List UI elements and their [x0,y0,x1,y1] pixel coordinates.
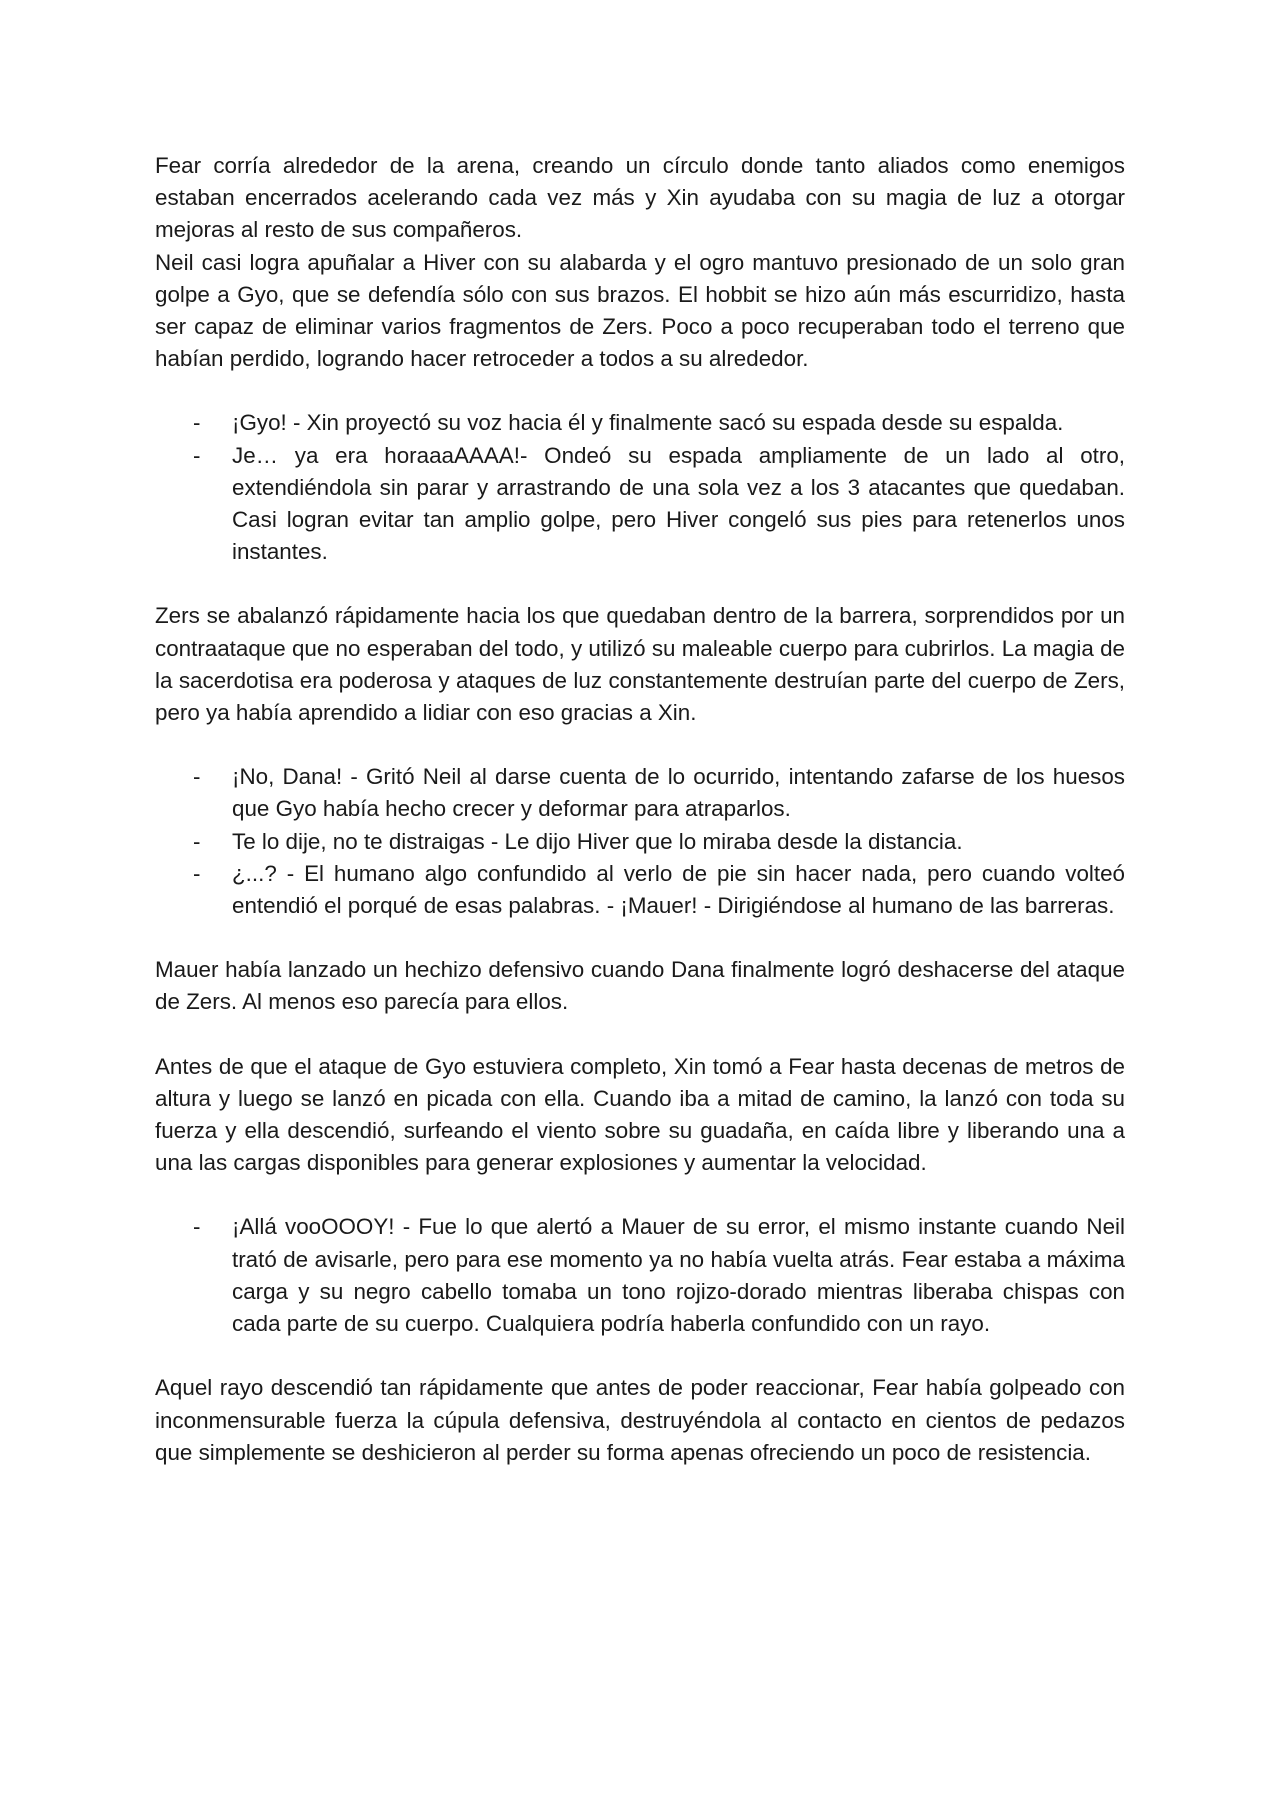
dash-marker: - [193,860,201,886]
dialogue-list-1 [155,407,1125,568]
dialogue-text: ¡Gyo! - Xin proyectó su voz hacia él y finalmente sacó su espada desde su espalda. [232,410,1064,436]
dialogue-list-2 [155,761,1125,922]
paragraph-spacer [155,1179,1125,1211]
paragraph-spacer [155,1019,1125,1051]
dialogue-text: ¡Allá vooOOOY! - Fue lo que alertó a Mauer de su error, el mismo instante cuando Neil trató de avisarle, pero para ese momento ya no había vuelta atrás. Fear estaba a máxima carga y su negro cabello tomaba un tono rojizo-dorado mientras liberaba chispas con cada parte de su cuerpo. Cualquiera podría haberla confundido con un rayo. [232,1214,1125,1337]
document-page [155,150,1125,1469]
dialogue-text: ¿...? - El humano algo confundido al verlo de pie sin hacer nada, pero cuando volteó entendió el porqué de esas palabras. - ¡Mauer! - Dirigiéndose al humano de las barreras. [232,860,1125,919]
dialogue-item [155,407,1125,439]
dash-marker: - [193,410,201,436]
dialogue-text: Te lo dije, no te distraigas - Le dijo Hiver que lo miraba desde la distancia. [232,828,963,854]
dialogue-item [155,1211,1125,1340]
dialogue-item [155,858,1125,922]
paragraph-spacer [155,1340,1125,1372]
paragraph-2: Zers se abalanzó rápidamente hacia los que quedaban dentro de la barrera, sorprendidos por un contraataque que no esperaban del todo, y utilizó su maleable cuerpo para cubrirlos. La magia de la sacerdotisa era poderosa y ataques de luz constantemente destruían parte del cuerpo de Zers, pero ya había aprendido a lidiar con eso gracias a Xin. [155,603,1125,726]
dialogue-text: Je… ya era horaaaAAAA!- Ondeó su espada ampliamente de un lado al otro, extendiéndola sin parar y arrastrando de una sola vez a los 3 atacantes que quedaban. Casi logran evitar tan amplio golpe, pero Hiver congeló sus pies para retenerlos unos instantes. [232,442,1125,565]
dialogue-list-3 [155,1211,1125,1340]
paragraph-4: Antes de que el ataque de Gyo estuviera completo, Xin tomó a Fear hasta decenas de metros de altura y luego se lanzó en picada con ella. Cuando iba a mitad de camino, la lanzó con toda su fuerza y ella descendió, surfeando el viento sobre su guadaña, en caída libre y liberando una a una las cargas disponibles para generar explosiones y aumentar la velocidad. [155,1053,1125,1176]
paragraph-spacer [155,922,1125,954]
dialogue-item [155,440,1125,569]
paragraph-3: Mauer había lanzado un hechizo defensivo cuando Dana finalmente logró deshacerse del ataque de Zers. Al menos eso parecía para ellos. [155,957,1125,1015]
dash-marker: - [193,442,201,468]
paragraph-spacer [155,568,1125,600]
dialogue-item [155,761,1125,825]
paragraph-spacer [155,729,1125,761]
dash-marker: - [193,828,201,854]
paragraph-5: Aquel rayo descendió tan rápidamente que antes de poder reaccionar, Fear había golpeado con inconmensurable fuerza la cúpula defensiva, destruyéndola al contacto en cientos de pedazos que simplemente se deshicieron al perder su forma apenas ofreciendo un poco de resistencia. [155,1375,1125,1465]
paragraph-spacer [155,375,1125,407]
paragraph-1-line-2: Neil casi logra apuñalar a Hiver con su alabarda y el ogro mantuvo presionado de un solo gran golpe a Gyo, que se defendía sólo con sus brazos. El hobbit se hizo aún más escurridizo, hasta ser capaz de eliminar varios fragmentos de Zers. Poco a poco recuperaban todo el terreno que habían perdido, logrando hacer retroceder a todos a su alrededor. [155,249,1125,372]
dialogue-item [155,826,1125,858]
dialogue-text: ¡No, Dana! - Gritó Neil al darse cuenta de lo ocurrido, intentando zafarse de los huesos que Gyo había hecho crecer y deformar para atraparlos. [232,764,1125,822]
dash-marker: - [193,764,201,790]
dash-marker: - [193,1214,201,1240]
paragraph-1-line-1: Fear corría alrededor de la arena, creando un círculo donde tanto aliados como enemigos estaban encerrados acelerando cada vez más y Xin ayudaba con su magia de luz a otorgar mejoras al resto de sus compañeros. [155,153,1125,243]
